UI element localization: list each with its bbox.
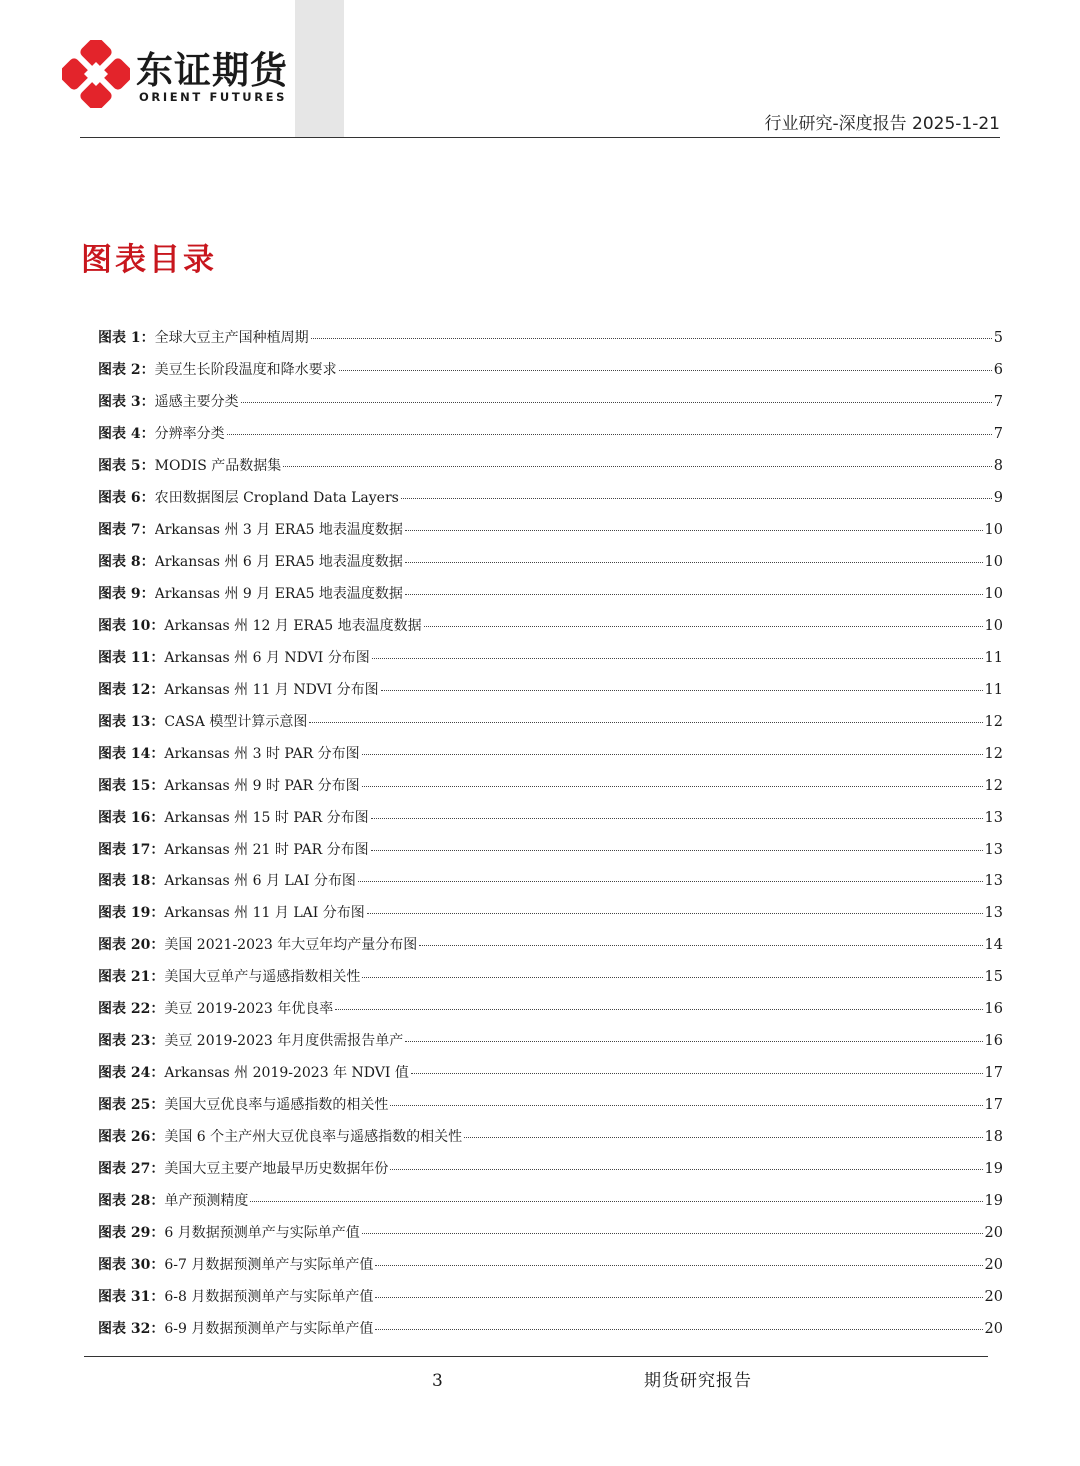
toc-entry-page: 16 <box>984 1033 1003 1050</box>
toc-entry-title: Arkansas 州 6 月 LAI 分布图 <box>164 873 356 890</box>
toc-entry[interactable] <box>98 547 1003 579</box>
toc-entry-title: 6-9 月数据预测单产与实际单产值 <box>164 1321 374 1338</box>
toc-entry[interactable] <box>98 866 1003 898</box>
toc-leader-dots <box>311 338 992 339</box>
toc-entry-title: 6-7 月数据预测单产与实际单产值 <box>164 1257 374 1274</box>
toc-entry-page: 17 <box>984 1065 1003 1082</box>
toc-entry-page: 6 <box>993 361 1003 378</box>
toc-entry-page: 16 <box>984 1001 1003 1018</box>
toc-entry-title: 单产预测精度 <box>164 1193 249 1210</box>
toc-entry[interactable] <box>98 1250 1003 1282</box>
toc-entry-label: 图表 18： <box>98 873 165 890</box>
toc-entry-page: 11 <box>984 649 1003 666</box>
brand-name-en: ORIENT FUTURES <box>139 90 288 104</box>
toc-leader-dots <box>405 530 983 531</box>
toc-leader-dots <box>339 370 992 371</box>
toc-entry-title: Arkansas 州 3 月 ERA5 地表温度数据 <box>154 521 403 538</box>
toc-entry-title: 6 月数据预测单产与实际单产值 <box>164 1225 360 1242</box>
toc-entry-title: 美豆生长阶段温度和降水要求 <box>154 361 337 378</box>
toc-entry-page: 13 <box>984 841 1003 858</box>
toc-entry-title: 美豆 2019-2023 年月度供需报告单产 <box>164 1033 404 1050</box>
toc-entry-page: 20 <box>984 1257 1003 1274</box>
toc-leader-dots <box>375 1297 982 1298</box>
toc-entry-title: Arkansas 州 6 月 ERA5 地表温度数据 <box>154 553 403 570</box>
toc-entry-label: 图表 32： <box>98 1321 165 1338</box>
toc-leader-dots <box>250 1201 982 1202</box>
toc-entry-page: 10 <box>984 617 1003 634</box>
toc-entry[interactable] <box>98 1186 1003 1218</box>
toc-entry-title: Arkansas 州 9 月 ERA5 地表温度数据 <box>154 585 403 602</box>
footer-label: 期货研究报告 <box>644 1371 752 1391</box>
toc-leader-dots <box>371 850 983 851</box>
toc-entry-title: Arkansas 州 11 月 NDVI 分布图 <box>164 681 379 698</box>
toc-entry-title: Arkansas 州 2019-2023 年 NDVI 值 <box>164 1065 409 1082</box>
toc-entry-page: 11 <box>984 681 1003 698</box>
toc-entry-title: Arkansas 州 9 时 PAR 分布图 <box>164 777 360 794</box>
toc-entry-title: 美国 6 个主产州大豆优良率与遥感指数的相关性 <box>164 1129 463 1146</box>
toc-entry-title: 6-8 月数据预测单产与实际单产值 <box>164 1289 374 1306</box>
toc-entry-label: 图表 8： <box>98 553 155 570</box>
orient-futures-logo-icon <box>62 40 130 108</box>
page-title: 图表目录 <box>81 242 217 278</box>
figure-table-of-contents <box>98 323 1003 1346</box>
toc-entry-label: 图表 5： <box>98 457 155 474</box>
toc-leader-dots <box>390 1169 982 1170</box>
toc-entry-label: 图表 12： <box>98 681 165 698</box>
toc-leader-dots <box>362 754 983 755</box>
toc-entry-label: 图表 31： <box>98 1289 165 1306</box>
header-divider <box>80 137 1000 138</box>
toc-leader-dots <box>358 881 983 882</box>
toc-leader-dots <box>362 977 982 978</box>
toc-entry[interactable] <box>98 611 1003 643</box>
toc-entry-title: Arkansas 州 12 月 ERA5 地表温度数据 <box>164 617 422 634</box>
toc-entry-title: CASA 模型计算示意图 <box>164 713 308 730</box>
toc-entry-title: 农田数据图层 Cropland Data Layers <box>154 489 399 506</box>
toc-entry[interactable] <box>98 1218 1003 1250</box>
footer-divider <box>84 1356 988 1357</box>
toc-entry[interactable] <box>98 898 1003 930</box>
toc-entry-label: 图表 30： <box>98 1257 165 1274</box>
toc-entry-title: 美国 2021-2023 年大豆年均产量分布图 <box>164 937 418 954</box>
toc-entry-page: 7 <box>993 425 1003 442</box>
toc-entry-title: 美国大豆主要产地最早历史数据年份 <box>164 1161 389 1178</box>
toc-entry-label: 图表 11： <box>98 649 165 666</box>
toc-entry-label: 图表 27： <box>98 1161 165 1178</box>
toc-entry-label: 图表 19： <box>98 905 165 922</box>
brand-name-cn: 东证期货 <box>136 49 288 92</box>
toc-entry[interactable] <box>98 962 1003 994</box>
toc-entry[interactable] <box>98 1154 1003 1186</box>
toc-entry-page: 13 <box>984 873 1003 890</box>
toc-entry-title: 遥感主要分类 <box>154 393 239 410</box>
header-gray-band <box>295 0 344 137</box>
toc-entry-page: 9 <box>993 489 1003 506</box>
toc-entry-label: 图表 6： <box>98 489 155 506</box>
toc-leader-dots <box>390 1105 982 1106</box>
toc-entry[interactable] <box>98 483 1003 515</box>
toc-entry-label: 图表 24： <box>98 1065 165 1082</box>
toc-entry[interactable] <box>98 835 1003 867</box>
toc-entry[interactable] <box>98 323 1003 355</box>
toc-entry-page: 19 <box>984 1193 1003 1210</box>
toc-leader-dots <box>283 466 992 467</box>
toc-leader-dots <box>464 1137 982 1138</box>
toc-entry[interactable] <box>98 451 1003 483</box>
toc-entry-title: MODIS 产品数据集 <box>154 457 282 474</box>
toc-leader-dots <box>362 786 983 787</box>
toc-entry-label: 图表 13： <box>98 713 165 730</box>
toc-entry-label: 图表 28： <box>98 1193 165 1210</box>
toc-entry-label: 图表 14： <box>98 745 165 762</box>
toc-entry-label: 图表 26： <box>98 1129 165 1146</box>
toc-entry[interactable] <box>98 739 1003 771</box>
toc-entry-label: 图表 17： <box>98 841 165 858</box>
toc-entry[interactable] <box>98 930 1003 962</box>
toc-entry[interactable] <box>98 419 1003 451</box>
toc-entry[interactable] <box>98 1090 1003 1122</box>
toc-entry-label: 图表 23： <box>98 1033 165 1050</box>
toc-entry-page: 15 <box>984 969 1003 986</box>
toc-leader-dots <box>371 818 983 819</box>
toc-entry[interactable] <box>98 515 1003 547</box>
toc-entry-page: 5 <box>993 330 1003 346</box>
toc-entry[interactable] <box>98 1314 1003 1346</box>
toc-entry-page: 12 <box>984 777 1003 794</box>
toc-entry[interactable] <box>98 994 1003 1026</box>
toc-entry[interactable] <box>98 771 1003 803</box>
toc-entry[interactable] <box>98 579 1003 611</box>
toc-entry-page: 7 <box>993 393 1003 410</box>
toc-entry-title: 美豆 2019-2023 年优良率 <box>164 1001 334 1018</box>
toc-entry-page: 17 <box>984 1097 1003 1114</box>
toc-leader-dots <box>241 402 992 403</box>
toc-entry[interactable] <box>98 1122 1003 1154</box>
toc-entry-label: 图表 3： <box>98 393 155 410</box>
toc-entry-label: 图表 9： <box>98 585 155 602</box>
toc-entry-page: 20 <box>984 1225 1003 1242</box>
toc-entry-label: 图表 29： <box>98 1225 165 1242</box>
toc-entry-label: 图表 16： <box>98 809 165 826</box>
toc-entry-title: Arkansas 州 6 月 NDVI 分布图 <box>164 649 370 666</box>
report-type: 行业研究-深度报告 <box>764 114 907 134</box>
toc-entry[interactable] <box>98 803 1003 835</box>
toc-leader-dots <box>405 594 983 595</box>
toc-leader-dots <box>405 1041 982 1042</box>
toc-leader-dots <box>419 945 982 946</box>
toc-entry-page: 8 <box>993 457 1003 474</box>
toc-entry-label: 图表 7： <box>98 521 155 538</box>
toc-entry-title: Arkansas 州 11 月 LAI 分布图 <box>164 905 365 922</box>
toc-entry-label: 图表 4： <box>98 425 155 442</box>
toc-entry-page: 13 <box>984 905 1003 922</box>
toc-entry-page: 19 <box>984 1161 1003 1178</box>
toc-entry[interactable] <box>98 707 1003 739</box>
toc-leader-dots <box>381 690 983 691</box>
toc-entry-page: 10 <box>984 585 1003 602</box>
toc-leader-dots <box>375 1329 982 1330</box>
toc-entry-page: 14 <box>984 937 1003 954</box>
toc-entry-page: 13 <box>984 809 1003 826</box>
toc-entry[interactable] <box>98 1026 1003 1058</box>
toc-entry-label: 图表 1： <box>98 330 155 346</box>
toc-entry-page: 12 <box>984 713 1003 730</box>
toc-leader-dots <box>424 626 983 627</box>
toc-leader-dots <box>335 1009 982 1010</box>
toc-entry-label: 图表 20： <box>98 937 165 954</box>
toc-entry[interactable] <box>98 675 1003 707</box>
toc-entry[interactable] <box>98 1058 1003 1090</box>
toc-entry-page: 20 <box>984 1289 1003 1306</box>
toc-entry-label: 图表 10： <box>98 617 165 634</box>
toc-leader-dots <box>375 1265 982 1266</box>
toc-leader-dots <box>401 498 992 499</box>
toc-entry-label: 图表 15： <box>98 777 165 794</box>
report-header-info <box>764 112 1000 136</box>
toc-entry-page: 18 <box>984 1129 1003 1146</box>
toc-entry-page: 10 <box>984 521 1003 538</box>
toc-entry-title: Arkansas 州 3 时 PAR 分布图 <box>164 745 360 762</box>
page-number: 3 <box>432 1371 443 1391</box>
toc-entry-label: 图表 2： <box>98 361 155 378</box>
toc-leader-dots <box>309 722 982 723</box>
toc-entry[interactable] <box>98 387 1003 419</box>
toc-entry-title: Arkansas 州 15 时 PAR 分布图 <box>164 809 369 826</box>
toc-entry-page: 10 <box>984 553 1003 570</box>
toc-entry-title: 美国大豆优良率与遥感指数的相关性 <box>164 1097 389 1114</box>
report-date: 2025-1-21 <box>912 114 1000 134</box>
toc-entry-page: 20 <box>984 1321 1003 1338</box>
toc-leader-dots <box>227 434 992 435</box>
toc-entry[interactable] <box>98 1282 1003 1314</box>
toc-entry-label: 图表 21： <box>98 969 165 986</box>
toc-entry-title: 美国大豆单产与遥感指数相关性 <box>164 969 361 986</box>
toc-leader-dots <box>367 913 983 914</box>
toc-entry-title: 全球大豆主产国种植周期 <box>154 330 309 346</box>
toc-entry[interactable] <box>98 643 1003 675</box>
toc-entry-label: 图表 22： <box>98 1001 165 1018</box>
toc-entry-title: 分辨率分类 <box>154 425 225 442</box>
toc-leader-dots <box>411 1073 983 1074</box>
toc-leader-dots <box>372 658 983 659</box>
toc-entry-page: 12 <box>984 745 1003 762</box>
toc-entry[interactable] <box>98 355 1003 387</box>
toc-entry-title: Arkansas 州 21 时 PAR 分布图 <box>164 841 369 858</box>
toc-leader-dots <box>405 562 983 563</box>
toc-entry-label: 图表 25： <box>98 1097 165 1114</box>
toc-leader-dots <box>362 1233 983 1234</box>
